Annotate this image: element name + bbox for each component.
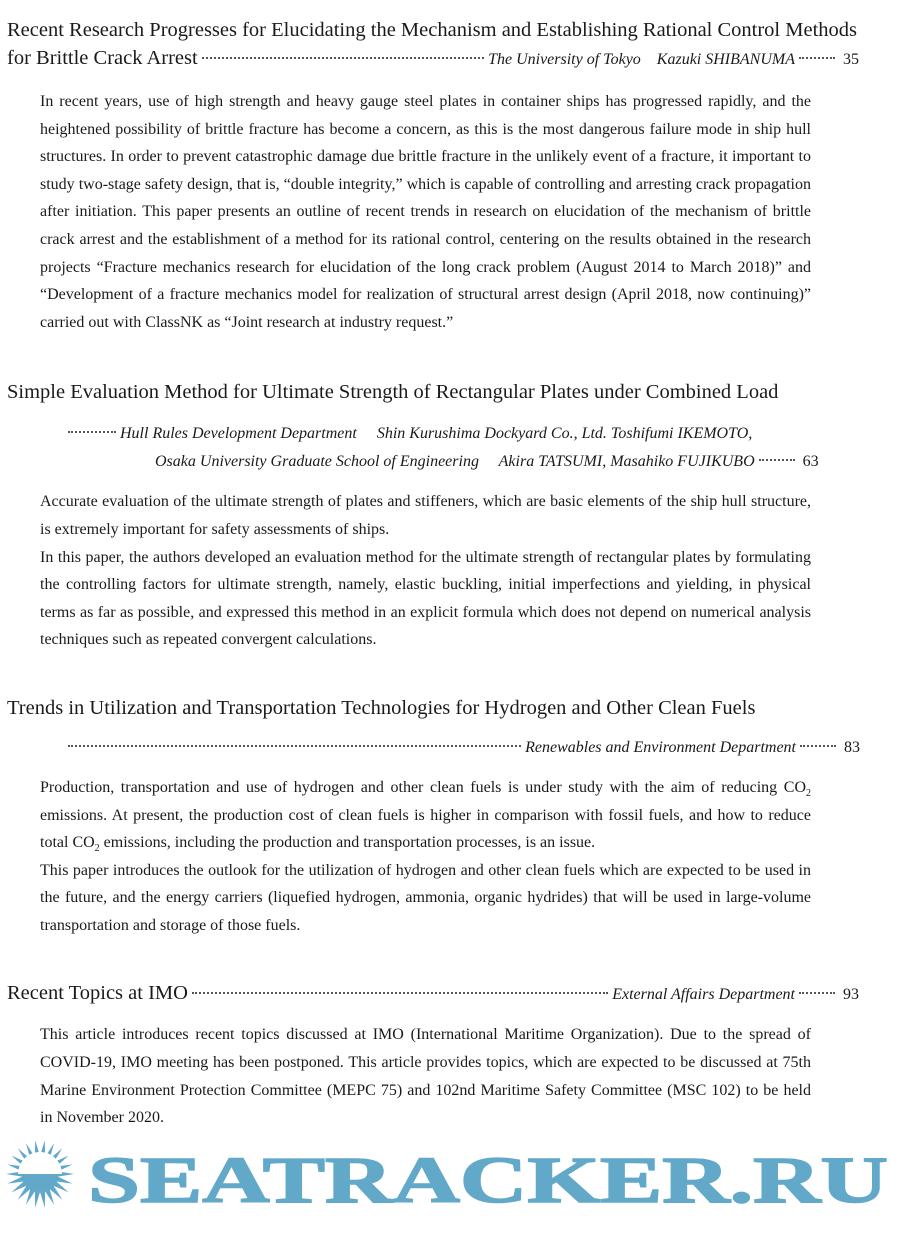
department: Renewables and Environment Department [525, 738, 796, 756]
dot-leader [800, 745, 836, 747]
dot-leader [192, 992, 608, 994]
page-number: 93 [843, 986, 859, 1004]
abstract-paragraph [40, 774, 811, 857]
department-row [0, 734, 860, 762]
article-title-row [0, 44, 859, 74]
authors-line: Hull Rules Development Department Shin Kurushima Dockyard Co., Ltd. Toshifumi IKEMOTO, [120, 425, 753, 443]
text: emissions, including the production and transportation processes, is an issue. [99, 834, 596, 852]
article-title: Recent Research Progresses for Elucidating the Mechanism and Establishing Rational Control Methods [7, 19, 857, 41]
article-2 [0, 378, 902, 654]
subscript: 2 [94, 843, 100, 855]
article-title[interactable]: Simple Evaluation Method for Ultimate Strength of Rectangular Plates under Combined Load [7, 381, 779, 404]
authors-row-2 [0, 448, 860, 476]
abstract [40, 88, 811, 336]
abstract-paragraph: In recent years, use of high strength and heavy gauge steel plates in container ships has progressed rapidly, and the heightened possibility of brittle fracture has become a concern, as this is the most dangerous failure mode in ship hull structures. In order to prevent catastrophic damage due brittle fracture in the unlikely event of a fracture, it important to study two-stage safety design, that is, “double integrity,” which is capable of controlling and arresting crack propagation after initiation. This paper presents an outline of recent trends in research on elucidation of the mechanism of brittle crack arrest and the establishment of a method for its rational control, centering on the results obtained in the research projects “Fracture mechanics research for elucidation of the long crack problem (August 2014 to March 2018)” and “Development of a fracture mechanics model for realization of structural arrest design (April 2018, now continuing)” carried out with ClassNK as “Joint research at industry request.” [40, 93, 811, 331]
article-4 [0, 979, 902, 1131]
subscript: 2 [806, 788, 811, 800]
abstract-paragraph: This article introduces recent topics discussed at IMO (International Maritime Organization). Due to the spread of COVID-19, IMO meeting has been postponed. This article provides topics, which are expected to be discussed at 75th Marine Environment Protection Committee (MEPC 75) and 102nd Maritime Safety Committee (MSC 102) to be held in November 2020. [40, 1026, 811, 1127]
department: External Affairs Department [612, 986, 795, 1004]
sun-icon [6, 1140, 74, 1207]
article-3 [0, 694, 902, 940]
abstract [40, 774, 811, 940]
article-title[interactable]: Recent Topics at IMO [7, 982, 188, 1005]
abstract [40, 1021, 811, 1131]
article-title-cont[interactable]: for Brittle Crack Arrest [7, 47, 198, 69]
watermark-logo [0, 1138, 902, 1208]
article-1 [0, 16, 902, 336]
watermark-text: SEATRACKER.RU [88, 1143, 888, 1208]
article-title[interactable]: Trends in Utilization and Transportation Technologies for Hydrogen and Other Clean Fuels [7, 696, 756, 719]
dot-leader [68, 431, 116, 433]
text: emissions. At present, the production cost of clean fuels is higher in comparison with fossil fuels, and how to reduce total CO [40, 806, 811, 852]
dot-leader [759, 459, 795, 461]
page-number: 83 [844, 738, 860, 756]
authors-row-1 [0, 420, 803, 448]
dot-leader [68, 745, 521, 747]
text: Production, transportation and use of hydrogen and other clean fuels is under study with the aim of reducing CO [40, 778, 806, 796]
page-number: 35 [843, 51, 859, 68]
dot-leader [799, 57, 835, 59]
abstract [40, 488, 811, 654]
affiliation: The University of Tokyo [488, 51, 641, 68]
abstract-paragraph: Accurate evaluation of the ultimate strength of plates and stiffeners, which are basic elements of the ship hull structure, is extremely important for safety assessments of ships. [40, 493, 811, 538]
page-number: 63 [802, 453, 819, 471]
author: Kazuki SHIBANUMA [656, 51, 795, 68]
abstract-paragraph: This paper introduces the outlook for the utilization of hydrogen and other clean fuels which are expected to be used in the future, and the energy carriers (liquefied hydrogen, ammonia, organic hydrides) that will be used in large-volume transportation and storage of those fuels. [40, 861, 811, 934]
dot-leader [799, 992, 835, 994]
article-title-row [0, 979, 859, 1009]
abstract-paragraph: In this paper, the authors developed an evaluation method for the ultimate strength of rectangular plates by formulating the controlling factors for ultimate strength, namely, elastic buckling, initial imperfections and yielding, in physical terms as far as possible, and expressed this method in an explicit formula which does not depend on numerical analysis techniques such as repeated convergent calculations. [40, 548, 811, 649]
authors-line: Osaka University Graduate School of Engineering Akira TATSUMI, Masahiko FUJIKUBO [155, 453, 755, 471]
dot-leader [202, 57, 484, 59]
